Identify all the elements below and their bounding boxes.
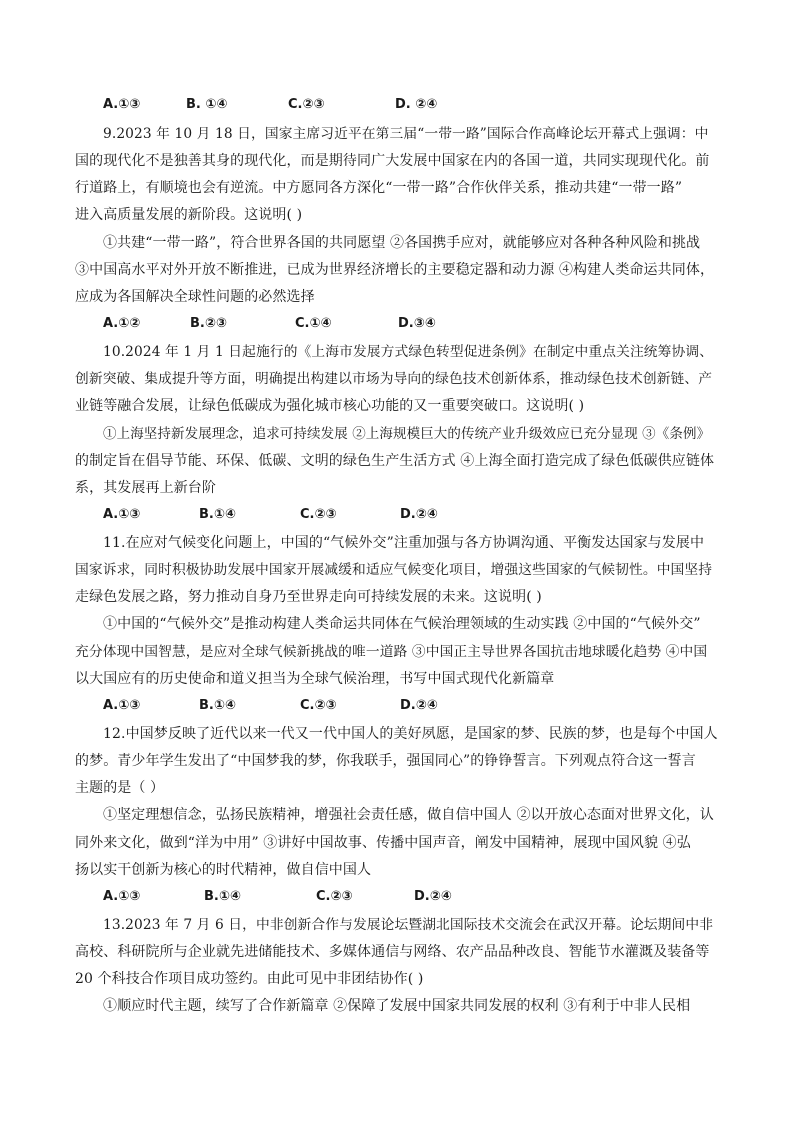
option-b: B. ①④ bbox=[186, 97, 228, 112]
q12-choice-line: ①坚定理想信念，弘扬民族精神，增强社会责任感，做自信中国人 ②以开放心态面对世界文化，认 bbox=[103, 807, 714, 823]
option-a: A.①③ bbox=[103, 889, 141, 904]
q10-choice-line: 的制定旨在倡导节能、环保、低碳、文明的绿色生产生活方式 ④上海全面打造完成了绿色低碳供应链体 bbox=[75, 453, 715, 469]
q12-stem-line: 主题的是（ ） bbox=[75, 780, 165, 796]
option-c: C.②③ bbox=[316, 889, 353, 904]
q12-options bbox=[0, 887, 793, 907]
option-b: B.①④ bbox=[199, 507, 236, 522]
option-d: D.②④ bbox=[400, 507, 438, 522]
option-c: C.②③ bbox=[300, 698, 337, 713]
option-d: D.③④ bbox=[398, 316, 436, 331]
q11-stem-line: 11.在应对气候变化问题上，中国的“气候外交”注重加强与各方协调沟通、平衡发达国家与发展中 bbox=[103, 535, 705, 551]
q12-stem-line: 12.中国梦反映了近代以来一代又一代中国人的美好夙愿，是国家的梦、民族的梦，也是每个中国人 bbox=[103, 726, 718, 742]
q13-stem-line: 20 个科技合作项目成功签约。由此可见中非团结协作( ) bbox=[75, 971, 424, 987]
q9-stem-line: 行道路上，有顺境也会有逆流。中方愿同各方深化“一带一路”合作伙伴关系，推动共建“一带一路” bbox=[75, 180, 683, 196]
option-c: C.②③ bbox=[288, 97, 325, 112]
q11-stem-line: 国家诉求，同时积极协助发展中国家开展减缓和适应气候变化项目，增强这些国家的气候韧性。中国坚持 bbox=[75, 562, 713, 578]
option-b: B.①④ bbox=[199, 698, 236, 713]
q9-stem-line: 进入高质量发展的新阶段。这说明( ) bbox=[75, 207, 303, 223]
option-a: A.①③ bbox=[103, 97, 141, 112]
option-b: B.①④ bbox=[204, 889, 241, 904]
option-c: C.①④ bbox=[295, 316, 332, 331]
option-d: D.②④ bbox=[414, 889, 452, 904]
q11-choice-line: 充分体现中国智慧，是应对全球气候新挑战的唯一道路 ③中国正主导世界各国抗击地球暖化趋势 ④中国 bbox=[75, 644, 708, 660]
option-a: A.①② bbox=[103, 316, 141, 331]
q9-choice-line: 应成为各国解决全球性问题的必然选择 bbox=[75, 289, 315, 305]
q10-options bbox=[0, 505, 793, 525]
q10-choice-line: ①上海坚持新发展理念，追求可持续发展 ②上海规模巨大的传统产业升级效应已充分显现 ③《条例》 bbox=[103, 426, 711, 442]
q12-choice-line: 扬以实干创新为核心的时代精神，做自信中国人 bbox=[75, 862, 372, 878]
option-c: C.②③ bbox=[300, 507, 337, 522]
q10-choice-line: 系，其发展再上新台阶 bbox=[75, 480, 216, 496]
q13-stem-line: 高校、科研院所与企业就先进储能技术、多媒体通信与网络、农产品品种改良、智能节水灌溉及装备等 bbox=[75, 944, 710, 960]
q9-options bbox=[0, 314, 793, 334]
q11-choice-line: 以大国应有的历史使命和道义担当为全球气候治理，书写中国式现代化新篇章 bbox=[75, 671, 555, 687]
option-a: A.①③ bbox=[103, 507, 141, 522]
q11-choice-line: ①中国的“气候外交”是推动构建人类命运共同体在气候治理领域的生动实践 ②中国的“气候外交” bbox=[103, 616, 701, 632]
q13-stem-line: 13.2023 年 7 月 6 日，中非创新合作与发展论坛暨湖北国际技术交流会在武汉开幕。论坛期间中非 bbox=[103, 917, 714, 933]
q9-choice-line: ①共建“一带一路”，符合世界各国的共同愿望 ②各国携手应对，就能够应对各种各种风险和挑战 bbox=[103, 235, 701, 251]
q11-stem-line: 走绿色发展之路，努力推动自身乃至世界走向可持续发展的未来。这说明( ) bbox=[75, 589, 542, 605]
option-a: A.①③ bbox=[103, 698, 141, 713]
q9-stem-line: 国的现代化不是独善其身的现代化，而是期待同广大发展中国家在内的各国一道，共同实现现代化。前 bbox=[75, 153, 710, 169]
option-d: D.②④ bbox=[400, 698, 438, 713]
option-b: B.②③ bbox=[190, 316, 227, 331]
q12-stem-line: 的梦。青少年学生发出了“中国梦我的梦，你我联手，强国同心”的铮铮誓言。下列观点符合这一誓言 bbox=[75, 753, 696, 769]
q10-stem-line: 创新突破、集成提升等方面，明确提出构建以市场为导向的绿色技术创新体系，推动绿色技术创新链、产 bbox=[75, 371, 713, 387]
q9-stem-line: 9.2023 年 10 月 18 日，国家主席习近平在第三届“一带一路”国际合作高峰论坛开幕式上强调：中 bbox=[103, 126, 709, 142]
q8-options bbox=[0, 95, 793, 115]
q9-choice-line: ③中国高水平对外开放不断推进，已成为世界经济增长的主要稳定器和动力源 ④构建人类命运共同体， bbox=[75, 262, 715, 278]
q13-choice-line: ①顺应时代主题，续写了合作新篇章 ②保障了发展中国家共同发展的权利 ③有利于中非人民相 bbox=[103, 998, 691, 1014]
q10-stem-line: 业链等融合发展，让绿色低碳成为强化城市核心功能的又一重要突破口。这说明( ) bbox=[75, 398, 585, 414]
q10-stem-line: 10.2024 年 1 月 1 日起施行的《上海市发展方式绿色转型促进条例》在制定中重点关注统筹协调、 bbox=[103, 344, 714, 360]
q12-choice-line: 同外来文化，做到“洋为中用” ③讲好中国故事、传播中国声音，阐发中国精神，展现中国风貌 ④弘 bbox=[75, 835, 691, 851]
option-d: D. ②④ bbox=[395, 97, 438, 112]
q11-options bbox=[0, 696, 793, 716]
